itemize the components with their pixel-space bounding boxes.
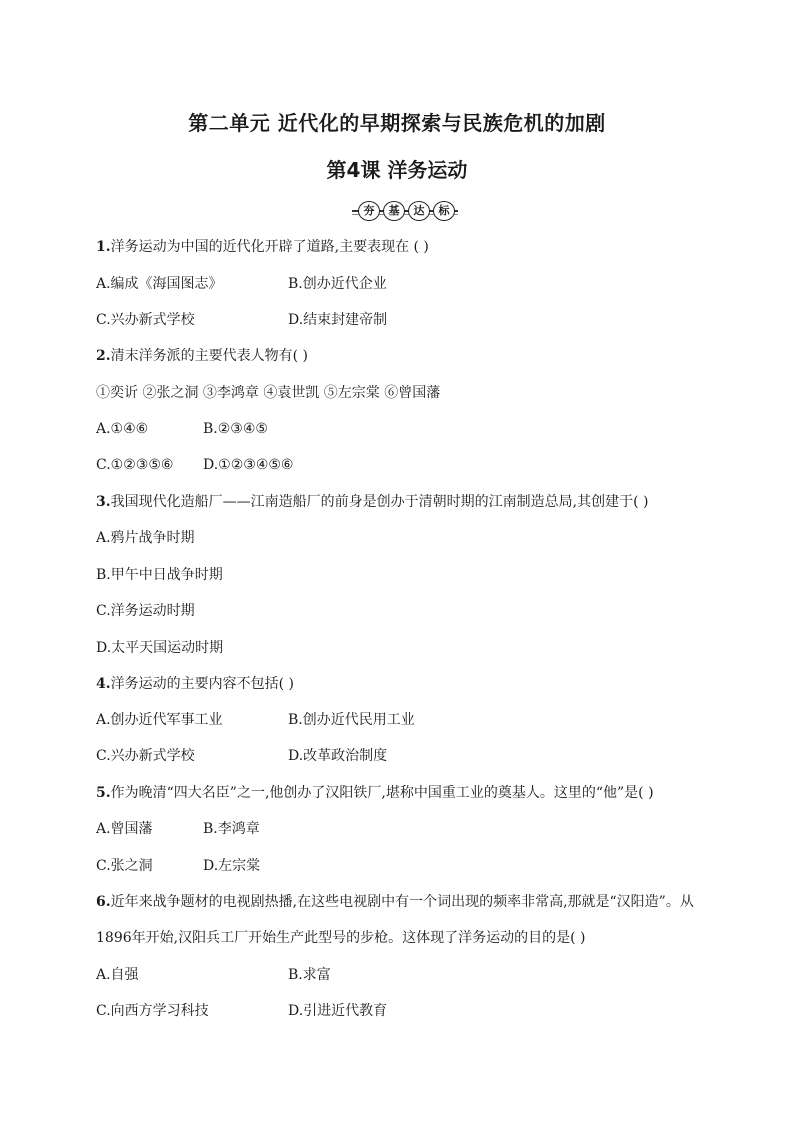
option: A.鸦片战争时期 bbox=[96, 530, 195, 546]
question-text: 洋务运动为中国的近代化开辟了道路,主要表现在 ( ) bbox=[110, 239, 429, 255]
option: B.求富 bbox=[288, 967, 331, 983]
unit-title: 第二单元 近代化的早期探索与民族危机的加剧 bbox=[188, 111, 606, 135]
question-text: 作为晚清“四大名臣”之一,他创办了汉阳铁厂,堪称中国重工业的奠基人。这里的“他”是( ) bbox=[110, 785, 654, 801]
question-number: 2. bbox=[96, 348, 111, 364]
option: B.创办近代民用工业 bbox=[288, 712, 415, 728]
choice-items: ①奕䜣 ②张之洞 ③李鸿章 ④袁世凯 ⑤左宗棠 ⑥曾国藩 bbox=[96, 385, 441, 401]
option: B.创办近代企业 bbox=[288, 276, 387, 292]
badge-char: 标 bbox=[433, 201, 455, 221]
question-text: 清末洋务派的主要代表人物有( ) bbox=[110, 348, 308, 364]
option: A.创办近代军事工业 bbox=[96, 712, 223, 728]
option: B.②③④⑤ bbox=[203, 421, 268, 437]
question-stem bbox=[96, 347, 308, 365]
question-text: 我国现代化造船厂——江南造船厂的前身是创办于清朝时期的江南制造总局,其创建于( ) bbox=[110, 494, 649, 510]
option: C.兴办新式学校 bbox=[96, 312, 195, 328]
option: D.①②③④⑤⑥ bbox=[203, 457, 294, 473]
option: C.洋务运动时期 bbox=[96, 603, 195, 619]
question-number: 6. bbox=[96, 894, 111, 910]
question-stem bbox=[96, 675, 294, 693]
option: A.曾国藩 bbox=[96, 821, 153, 837]
option: D.改革政治制度 bbox=[288, 748, 388, 764]
option: D.左宗棠 bbox=[203, 858, 261, 874]
option: B.甲午中日战争时期 bbox=[96, 567, 223, 583]
option: D.太平天国运动时期 bbox=[96, 640, 224, 656]
badge-char: 达 bbox=[408, 201, 430, 221]
question-text: 洋务运动的主要内容不包括( ) bbox=[110, 676, 294, 692]
option: B.李鸿章 bbox=[203, 821, 260, 837]
question-stem bbox=[96, 784, 654, 802]
badge-char: 夯 bbox=[358, 201, 380, 221]
option: C.①②③⑤⑥ bbox=[96, 457, 174, 473]
question-number: 5. bbox=[96, 785, 111, 801]
question-stem bbox=[96, 893, 694, 911]
section-badge bbox=[352, 201, 458, 221]
option: A.自强 bbox=[96, 967, 139, 983]
question-number: 3. bbox=[96, 494, 111, 510]
option: C.向西方学习科技 bbox=[96, 1003, 209, 1019]
question-text-continued: 1896年开始,汉阳兵工厂开始生产此型号的步枪。这体现了洋务运动的目的是( ) bbox=[96, 930, 586, 946]
option: C.张之洞 bbox=[96, 858, 153, 874]
question-number: 1. bbox=[96, 239, 111, 255]
option: C.兴办新式学校 bbox=[96, 748, 195, 764]
question-stem bbox=[96, 238, 429, 256]
option: A.编成《海国图志》 bbox=[96, 276, 223, 292]
badge-char: 基 bbox=[383, 201, 405, 221]
option: D.结束封建帝制 bbox=[288, 312, 388, 328]
option: D.引进近代教育 bbox=[288, 1003, 388, 1019]
question-number: 4. bbox=[96, 676, 111, 692]
option: A.①④⑥ bbox=[96, 421, 149, 437]
question-stem bbox=[96, 493, 648, 511]
lesson-title: 第4课 洋务运动 bbox=[326, 158, 468, 182]
question-text: 近年来战争题材的电视剧热播,在这些电视剧中有一个词出现的频率非常高,那就是“汉阳造”。从 bbox=[110, 894, 694, 910]
